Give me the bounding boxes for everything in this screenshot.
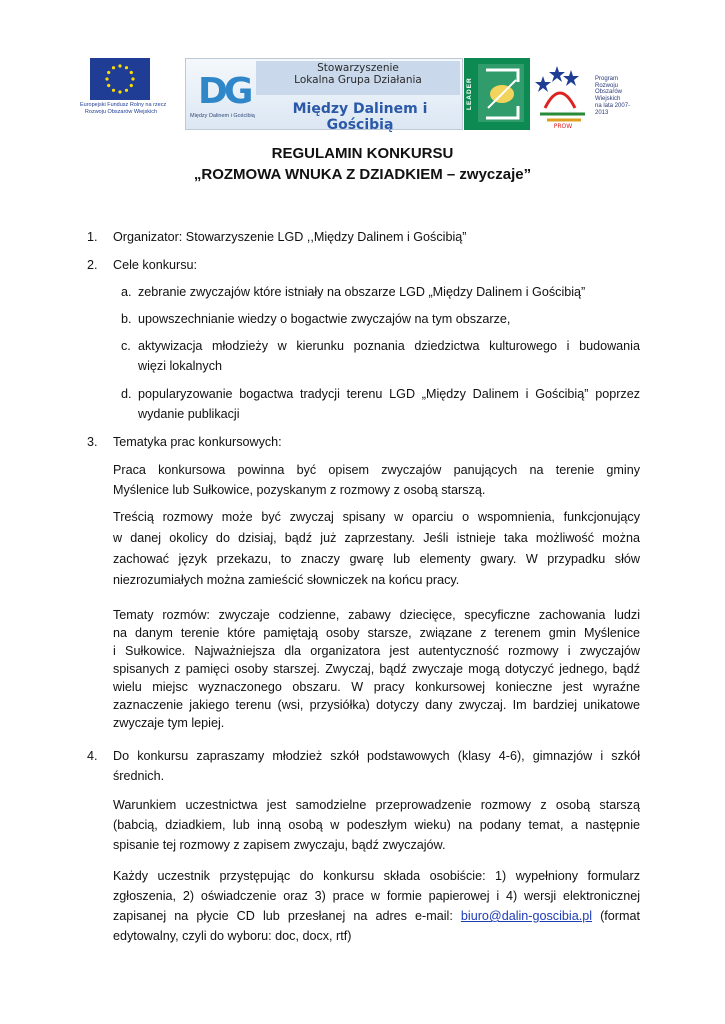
text-line: spisanie tej rozmowy z zapisem zwyczaju, bądź zwyczajów. <box>113 838 446 852</box>
leader-text: LEADER <box>466 77 473 110</box>
goal-d-marker: d. <box>121 387 132 401</box>
document-subtitle: „ROZMOWA WNUKA Z DZIADKIEM – zwyczaje” <box>193 166 532 183</box>
prow-line3: Obszarów <box>595 89 623 96</box>
text-line: Treścią rozmowy może być zwyczaj spisany w oparciu o wspomnienia, funkcjonujący <box>113 510 640 524</box>
goal-c-marker: c. <box>121 339 131 353</box>
text-segment: zapisanej na płycie CD lub przesłanej na adres e-mail: <box>113 909 461 923</box>
section-3-text: Tematyka prac konkursowych: <box>113 435 282 449</box>
section-4-intro <box>113 746 640 786</box>
section-4-paragraph-1 <box>113 795 640 855</box>
section-3-paragraph-1 <box>113 460 640 500</box>
section-2-number: 2. <box>87 258 98 272</box>
prow-line4: Wiejskich <box>595 96 621 103</box>
text-line: Warunkiem uczestnictwa jest samodzielne przeprowadzenie rozmowy z osobą starszą <box>113 798 640 812</box>
eu-caption-line1: Europejski Fundusz Rolny na rzecz <box>80 102 167 108</box>
goal-c-line2: więzi lokalnych <box>138 359 222 373</box>
text-line: Myślenice lub Sułkowice, pozyskanym z rozmowy z osobą starszą. <box>113 483 486 497</box>
text-line: zaznaczenie jakiego terenu (wsi, przysiółka) dotyczy dany zwyczaj. Im bardziej unikatowe <box>113 698 640 712</box>
email-link[interactable]: biuro@dalin-goscibia.pl <box>460 909 593 923</box>
text-segment: (format <box>592 909 640 923</box>
dg-line1: Stowarzyszenie <box>317 62 399 74</box>
text-line: zachować język przekazu, to znaczy gwarę lub elementy gwary. W przypadku słów <box>113 552 640 566</box>
prow-logo <box>535 58 635 130</box>
goal-a-marker: a. <box>121 285 132 299</box>
section-3-paragraph-3 <box>113 606 640 732</box>
text-line: Praca konkursowa powinna być opisem zwyczajów panujących na terenie gminy <box>113 463 640 477</box>
goal-b-marker: b. <box>121 312 132 326</box>
prow-line5: na lata 2007-2013 <box>595 102 631 116</box>
text-line: średnich. <box>113 769 165 783</box>
dg-logo <box>185 58 463 133</box>
text-line: spisanych z pamięci osoby starszej. Zwyczaj, bądź zwyczaje mogą dotyczyć jednego, bądź <box>113 662 640 676</box>
logo-header <box>0 0 725 135</box>
goal-d-line1: popularyzowanie bogactwa tradycji terenu LGD „Między Dalinem i Gościbią” poprzez <box>138 387 640 401</box>
prow-emblem-icon <box>535 58 595 130</box>
text-line: (babcią, dziadkiem, lub inną osobą w podeszłym wieku) na podany temat, a następnie <box>113 818 640 832</box>
section-3-number: 3. <box>87 435 98 449</box>
text-line: wielu miejsc wyznaczonego obszaru. W pracy konkursowej konieczne jest wyraźne <box>113 680 640 694</box>
leader-emblem-icon <box>464 58 530 130</box>
text-line: i Sułkowice. Najważniejsza dla organizatora jest autentyczność rozmowy i zwyczajów <box>113 644 640 658</box>
text-line: na danym terenie które pamiętają osoby starsze, związane z terenem gmin Myślenice <box>113 626 640 640</box>
text-line: zwyczaje tym lepiej. <box>113 716 225 730</box>
text-line: Do konkursu zapraszamy młodzież szkół podstawowych (klasy 4-6), gimnazjów i szkół <box>113 749 640 763</box>
text-line: w danej okolicy do dzisiaj, bądź już zaprzestany. Jeśli istnieje taka możliwość można <box>113 531 640 545</box>
document-title: REGULAMIN KONKURSU <box>271 145 454 162</box>
section-2-text: Cele konkursu: <box>113 258 197 272</box>
dg-mark: DG <box>198 71 250 112</box>
text-line: niezrozumiałych można zamieścić słowniczek na końcu pracy. <box>113 573 460 587</box>
dg-mark-sub: Między Dalinem i Gościbią <box>190 113 255 119</box>
eu-stars-icon <box>90 58 150 100</box>
section-4-number: 4. <box>87 749 98 763</box>
prow-mark: PROW <box>553 123 573 130</box>
leader-logo <box>464 58 530 130</box>
goal-b-text: upowszechnianie wiedzy o bogactwie zwyczajów na tym obszarze, <box>138 312 511 326</box>
prow-line2: Rozwoju <box>595 82 619 89</box>
dg-line2: Lokalna Grupa Działania <box>294 74 422 86</box>
section-1-number: 1. <box>87 230 98 244</box>
prow-line1: Program <box>595 76 619 82</box>
eu-caption-line2: Rozwoju Obszarów Wiejskich <box>84 108 158 115</box>
section-3-paragraph-2 <box>113 507 640 591</box>
section-4-paragraph-2 <box>113 866 640 946</box>
eu-caption <box>80 102 167 115</box>
prow-caption <box>595 76 637 116</box>
section-1-text: Organizator: Stowarzyszenie LGD ,,Między Dalinem i Gościbią” <box>113 230 467 244</box>
goal-c-line1: aktywizacja młodzieży w kierunku poznania dziedzictwa kulturowego i budowania <box>138 339 640 353</box>
text-line: zgłoszenia, 2) oświadczenie oraz 3) prace w formie papierowej i 4) wersji elektronicznej <box>113 889 640 903</box>
dg-line3: Między Dalinem i Gościbią <box>292 101 428 133</box>
dg-org-name <box>256 62 460 86</box>
text-line: Tematy rozmów: zwyczaje codzienne, zabawy dziecięce, specyficzne zachowania ludzi <box>113 608 640 622</box>
goal-a-text: zebranie zwyczajów które istniały na obszarze LGD „Między Dalinem i Gościbią” <box>138 285 586 299</box>
eu-flag <box>90 58 150 100</box>
text-line: Każdy uczestnik przystępując do konkursu składa osobiście: 1) wypełniony formularz <box>113 869 640 883</box>
text-line <box>113 906 640 926</box>
goal-d-line2: wydanie publikacji <box>138 407 240 421</box>
text-line: edytowalny, czyli do wyboru: doc, docx, rtf) <box>113 929 352 943</box>
eu-logo <box>80 58 167 124</box>
